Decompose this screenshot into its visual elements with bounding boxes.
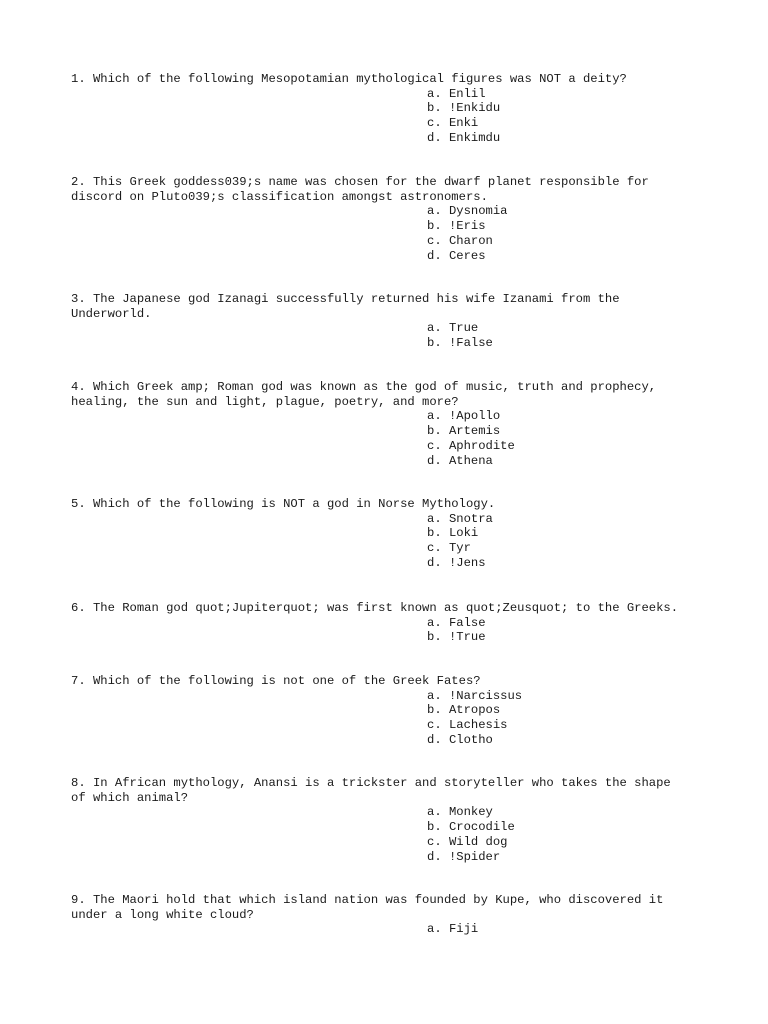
answer-option: d. Ceres [427,248,486,263]
answer-option: c. Charon [427,233,493,248]
answer-option: a. Monkey [427,805,493,820]
answer-option: b. !False [427,336,493,351]
answer-option: d. Enkimdu [427,130,501,145]
answer-option: c. Wild dog [427,834,508,849]
question-3 [71,292,711,351]
answer-options [71,922,711,937]
answer-options [71,616,711,645]
answer-option: a. Fiji [427,922,479,937]
answer-option: c. Lachesis [427,718,508,733]
question-7 [71,674,711,748]
answer-options [71,204,711,263]
question-9 [71,893,711,937]
answer-options [71,409,711,468]
answer-option: a. !Narcissus [427,688,523,703]
question-4 [71,380,711,468]
answer-option: c. Tyr [427,541,471,556]
answer-option: b. !Eris [427,219,486,234]
answer-options [71,321,711,350]
question-text: 2. This Greek goddess039;s name was chosen for the dwarf planet responsible for discord on Pluto039;s classification amongst astronomers. [71,175,649,204]
answer-option: b. Artemis [427,424,501,439]
answer-option: a. False [427,615,486,630]
answer-option: b. Atropos [427,703,501,718]
answer-option: a. Dysnomia [427,204,508,219]
answer-option: c. Enki [427,116,479,131]
question-text: 4. Which Greek amp; Roman god was known as the god of music, truth and prophecy, healing, the sun and light, plague, poetry, and more? [71,380,657,409]
answer-option: a. True [427,321,479,336]
answer-option: a. Snotra [427,511,493,526]
answer-option: b. Crocodile [427,820,515,835]
answer-options [71,805,711,864]
question-1 [71,72,711,146]
answer-options [71,87,711,146]
question-text: 6. The Roman god quot;Jupiterquot; was first known as quot;Zeusquot; to the Greeks. [71,601,679,615]
answer-option: a. Enlil [427,86,486,101]
question-5 [71,497,711,571]
answer-option: d. !Jens [427,555,486,570]
answer-options [71,512,711,571]
answer-option: a. !Apollo [427,409,501,424]
question-6 [71,601,711,645]
question-text: 8. In African mythology, Anansi is a trickster and storyteller who takes the shape of which animal? [71,776,671,805]
answer-option: d. Clotho [427,732,493,747]
answer-option: c. Aphrodite [427,438,515,453]
question-text: 9. The Maori hold that which island nation was founded by Kupe, who discovered it under a long white cloud? [71,893,664,922]
question-8 [71,776,711,864]
question-text: 7. Which of the following is not one of the Greek Fates? [71,674,481,688]
answer-option: b. !Enkidu [427,101,501,116]
question-2 [71,175,711,263]
question-text: 1. Which of the following Mesopotamian mythological figures was NOT a deity? [71,72,627,86]
answer-option: b. Loki [427,526,479,541]
answer-option: d. Athena [427,453,493,468]
answer-options [71,689,711,748]
question-text: 3. The Japanese god Izanagi successfully returned his wife Izanami from the Underworld. [71,292,620,321]
answer-option: d. !Spider [427,849,501,864]
question-text: 5. Which of the following is NOT a god in Norse Mythology. [71,497,496,511]
answer-option: b. !True [427,630,486,645]
